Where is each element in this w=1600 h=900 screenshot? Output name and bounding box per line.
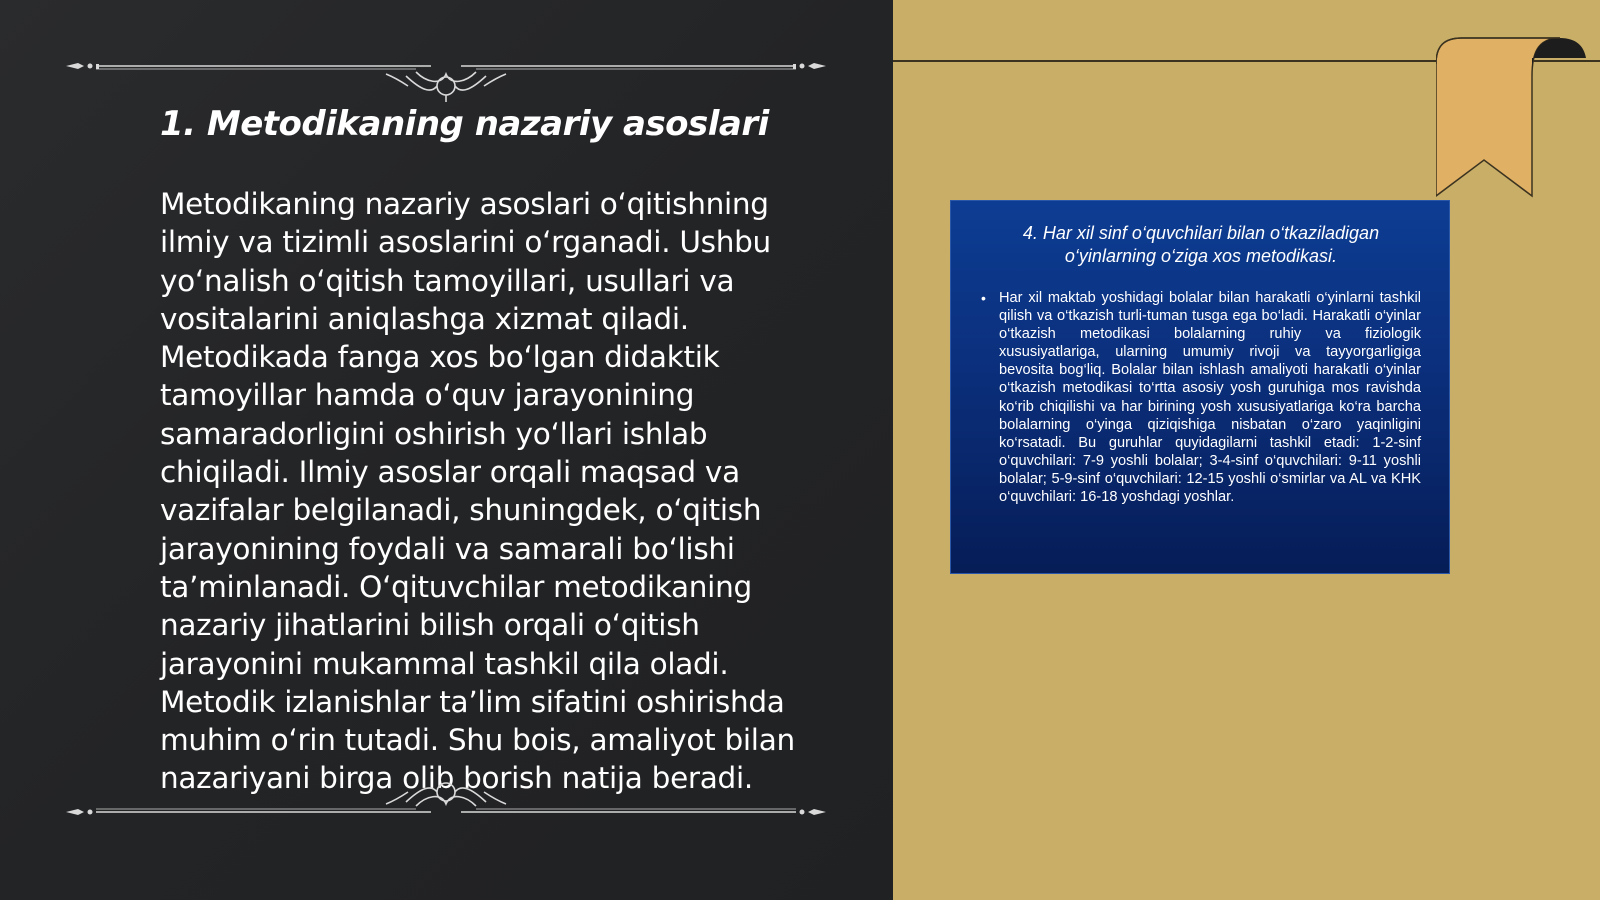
list-item (981, 289, 1421, 506)
info-box-list (981, 289, 1421, 506)
info-box (950, 200, 1450, 574)
list-item-text: Har xil maktab yoshidagi bolalar bilan harakatli o‘yinlarni tashkil qilish va o‘tkazish turli-tuman tusga ega bo‘ladi. Harakatli o‘yinlar o‘tkazish metodikasi bolalarning ruhiy va fiziologik xususiyatlariga, ularning umumiy rivoji va tayyorgarligiga bevosita bog‘liq. Bolalar bilan ishlash amaliyoti harakatli o‘yinlar o‘tkazish metodikasi to‘rtta asosiy yosh guruhiga mos ravishda ko‘rib chiqilishi va har birining yosh xususiyatlariga ko‘ra barcha bolalarning o‘yinga qiziqishiga nisbatan o‘zaro yaqinligini ko‘rsatadi. Bu guruhlar quyidagilarni tashkil etadi: 1-2-sinf o‘quvchilari: 7-9 yoshli bolalar; 3-4-sinf o‘quvchilari: 9-11 yoshli bolalar; 5-9-sinf o‘quvchilari: 12-15 yoshli o‘smirlar va AL va KHK o‘quvchilari: 16-18 yoshdagi yoshlar. (999, 290, 1421, 506)
slide-title: 1. Metodikaning nazariy asoslari (160, 104, 769, 144)
bottom-ornament-divider (66, 780, 826, 830)
info-box-title: 4. Har xil sinf o‘quvchilari bilan o‘tkaziladigan o‘yinlarning o‘ziga xos metodikasi. (1022, 223, 1380, 266)
body-paragraph: Metodikaning nazariy asoslari oʻqitishning ilmiy va tizimli asoslarini oʻrganadi. Ushbu yoʻnalish oʻqitish tamoyillari, usullari va vositalarini aniqlashga xizmat qiladi. Metodikada fanga xos boʻlgan didaktik tamoyillar hamda oʻquv jarayonining samaradorligini oshirish yoʻllari ishlab chiqiladi. Ilmiy asoslar orqali maqsad va vazifalar belgilanadi, shuningdek, oʻqitish jarayonining foydali va samarali boʻlishi taʼminlanadi. Oʻqituvchilar metodikaning nazariy jihatlarini bilish orqali oʻqitish jarayonini mukammal tashkil qila oladi. Metodik izlanishlar taʼlim sifatini oshirishda muhim oʻrin tutadi. Shu bois, amaliyot bilan nazariyani birga olib borish natija beradi. (160, 187, 795, 796)
bookmark-ribbon-icon (1436, 36, 1592, 201)
bullet-icon: • (981, 290, 986, 306)
top-ornament-divider (66, 52, 826, 102)
